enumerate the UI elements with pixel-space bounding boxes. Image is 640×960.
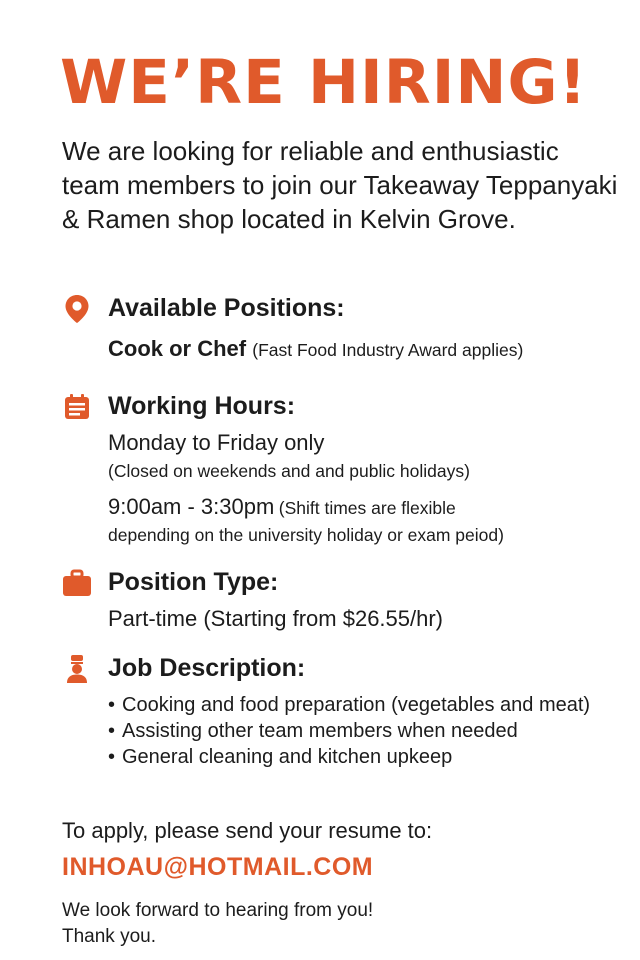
type-value: Part-time (Starting from $26.55/hr)	[108, 606, 444, 631]
closing-line-2: Thank you.	[62, 926, 156, 947]
page-title: WE’RE HIRING!	[60, 47, 588, 118]
list-item: • Assisting other team members when needed	[108, 720, 518, 742]
briefcase-icon	[62, 568, 92, 598]
hours-times-line	[108, 492, 622, 522]
hours-title: Working Hours:	[108, 392, 296, 420]
location-pin-icon	[62, 294, 92, 324]
list-item: • Cooking and food preparation (vegetables and meat)	[108, 694, 591, 716]
hours-days: Monday to Friday only	[108, 430, 325, 455]
list-item: • General cleaning and kitchen upkeep	[108, 746, 453, 768]
chef-icon	[62, 654, 92, 684]
hours-times-note-2: depending on the university holiday or exam peiod)	[108, 525, 504, 545]
intro-paragraph: We are looking for reliable and enthusiastic team members to join our Takeaway Teppanyaki & Ramen shop located in Kelvin Grove.	[62, 136, 618, 234]
positions-section	[62, 290, 622, 364]
positions-title: Available Positions:	[108, 294, 345, 322]
hours-times-note: (Shift times are flexible	[278, 498, 456, 518]
hours-times: 9:00am - 3:30pm	[108, 494, 275, 519]
description-section	[62, 650, 622, 770]
closing-line-1: We look forward to hearing from you!	[62, 900, 374, 921]
award-note: (Fast Food Industry Award applies)	[252, 340, 524, 360]
apply-label: To apply, please send your resume to:	[62, 818, 433, 843]
type-section	[62, 564, 622, 634]
hours-days-note: (Closed on weekends and and public holidays)	[108, 461, 470, 481]
calendar-icon	[62, 392, 92, 422]
position-role: Cook or Chef	[108, 336, 247, 361]
description-title: Job Description:	[108, 654, 306, 682]
positions-line	[108, 334, 622, 364]
closing-block	[62, 898, 622, 950]
apply-block	[62, 814, 622, 886]
description-list	[108, 692, 622, 770]
hours-section	[62, 388, 622, 548]
type-title: Position Type:	[108, 568, 279, 596]
email-link[interactable]: INHOAU@HOTMAIL.COM	[62, 853, 374, 881]
